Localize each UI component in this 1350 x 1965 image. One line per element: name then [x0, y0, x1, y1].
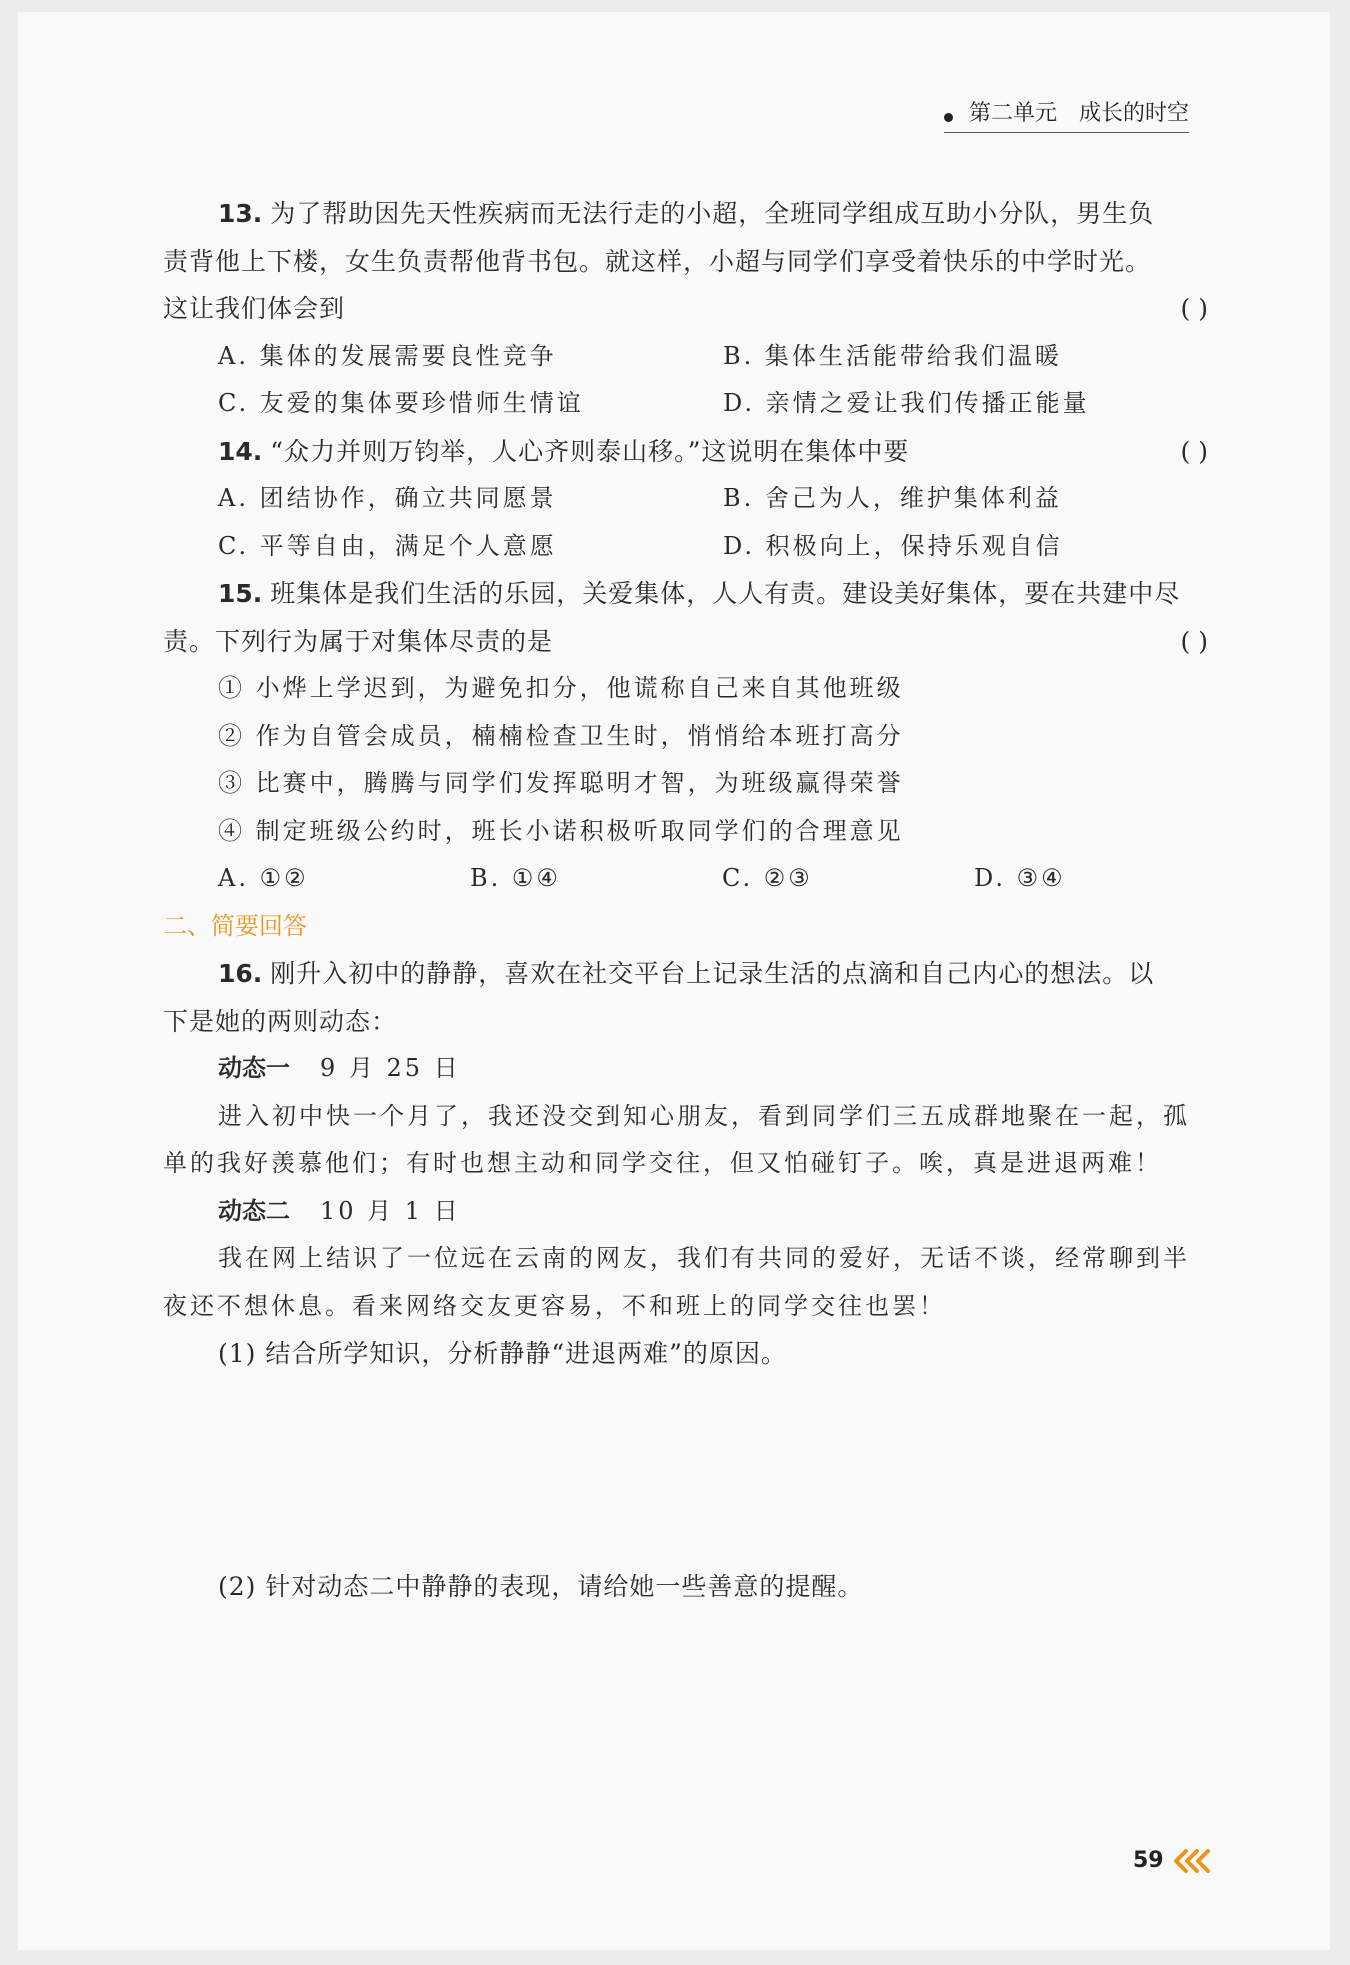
- q15-statement-1: ① 小烨上学迟到，为避免扣分，他谎称自己来自其他班级: [218, 674, 904, 702]
- q16-stem-line1: 16. 刚升入初中的静静，喜欢在社交平台上记录生活的点滴和自己内心的想法。以: [218, 959, 1155, 988]
- q13-options-row1: [163, 333, 1208, 381]
- post-2-label: 动态二: [218, 1196, 290, 1225]
- q16-part-1: (1) 结合所学知识，分析静静“进退两难”的原因。: [218, 1339, 787, 1368]
- q15-option-c[interactable]: C. ②③: [722, 864, 813, 892]
- q13-option-b[interactable]: B. 集体生活能带给我们温暖: [723, 341, 1062, 370]
- q13-stem-line2: 责背他上下楼，女生负责帮他背书包。就这样，小超与同学们享受着快乐的中学时光。: [163, 246, 1152, 276]
- post-1-date: 9 月 25 日: [320, 1054, 461, 1082]
- page-footer: [1133, 1848, 1214, 1873]
- q15-statement-2: ② 作为自管会成员，楠楠检查卫生时，悄悄给本班打高分: [218, 721, 904, 750]
- q16-part-2: (2) 针对动态二中静静的表现，请给她一些善意的提醒。: [218, 1571, 864, 1601]
- unit-label: 第二单元: [968, 101, 1057, 126]
- post-1-line1: 进入初中快一个月了，我还没交到知心朋友，看到同学们三五成群地聚在一起，孤: [218, 1101, 1190, 1130]
- q14-number: 14.: [218, 436, 263, 466]
- q15-options-row: [163, 855, 1208, 903]
- running-header: [944, 96, 1189, 127]
- post-2-line2: 夜还不想休息。看来网络交友更容易，不和班上的同学交往也罢！: [163, 1291, 946, 1320]
- q13-answer-blank[interactable]: ( ): [1180, 294, 1208, 323]
- post-1-line2: 单的我好羡慕他们；有时也想主动和同学交往，但又怕碰钉子。唉，真是进退两难！: [163, 1149, 1162, 1177]
- post-2-heading: [163, 1188, 1208, 1236]
- q14-options-row2: [163, 523, 1208, 571]
- q16-stem-line2: 下是她的两则动态：: [163, 1006, 398, 1036]
- header-rule: [944, 132, 1189, 133]
- unit-title: 成长的时空: [1078, 101, 1189, 126]
- q16-number: 16.: [218, 959, 263, 988]
- bullet-dot-icon: [944, 113, 953, 122]
- page-number: 59: [1133, 1848, 1164, 1873]
- q16-part-2-answer-area[interactable]: [163, 1610, 1208, 1795]
- q13-options-row2: [163, 380, 1208, 428]
- q15-statement-4: ④ 制定班级公约时，班长小诺积极听取同学们的合理意见: [218, 816, 904, 845]
- q14-options-row1: [163, 475, 1208, 523]
- post-2-line1: 我在网上结识了一位远在云南的网友，我们有共同的爱好，无话不谈，经常聊到半: [218, 1244, 1190, 1272]
- page-content: [163, 190, 1208, 1795]
- q13-stem-line3: 这让我们体会到 ( ): [163, 285, 1208, 333]
- section-heading-short-answer: 二、简要回答: [163, 911, 307, 940]
- q16-part-1-answer-area[interactable]: [163, 1378, 1208, 1563]
- q15-statement-3: ③ 比赛中，腾腾与同学们发挥聪明才智，为班级赢得荣誉: [218, 769, 904, 797]
- chevrons-left-icon: [1172, 1849, 1214, 1873]
- q15-number: 15.: [218, 579, 263, 608]
- q15-answer-blank[interactable]: ( ): [1180, 626, 1208, 656]
- q14-stem: 14. “众力并则万钧举，人心齐则泰山移。”这说明在集体中要 ( ): [163, 428, 1208, 476]
- q15-stem-line1: 15. 班集体是我们生活的乐园，关爱集体，人人有责。建设美好集体，要在共建中尽: [218, 579, 1181, 608]
- q13-number: 13.: [218, 199, 263, 228]
- workbook-page: [18, 12, 1330, 1950]
- q13-option-c[interactable]: C. 友爱的集体要珍惜师生情谊: [218, 389, 584, 417]
- q13-stem-line1: 13. 为了帮助因先天性疾病而无法行走的小超，全班同学组成互助小分队，男生负: [218, 199, 1155, 228]
- q15-stem-line2: 责。下列行为属于对集体尽责的是 ( ): [163, 618, 1208, 666]
- post-1-label: 动态一: [218, 1054, 290, 1082]
- q15-option-d[interactable]: D. ③④: [974, 864, 1066, 892]
- q13-option-d[interactable]: D. 亲情之爱让我们传播正能量: [723, 389, 1090, 417]
- q14-option-b[interactable]: B. 舍己为人，维护集体利益: [723, 484, 1062, 512]
- post-2-date: 10 月 1 日: [320, 1196, 461, 1225]
- post-1-heading: [163, 1045, 1208, 1093]
- q14-answer-blank[interactable]: ( ): [1180, 436, 1208, 466]
- q14-option-c[interactable]: C. 平等自由，满足个人意愿: [218, 531, 557, 560]
- q15-option-a[interactable]: A. ①②: [218, 864, 309, 892]
- q14-option-a[interactable]: A. 团结协作，确立共同愿景: [218, 484, 557, 512]
- q13-option-a[interactable]: A. 集体的发展需要良性竞争: [218, 341, 557, 370]
- q14-option-d[interactable]: D. 积极向上，保持乐观自信: [723, 531, 1063, 560]
- q15-option-b[interactable]: B. ①④: [470, 864, 561, 892]
